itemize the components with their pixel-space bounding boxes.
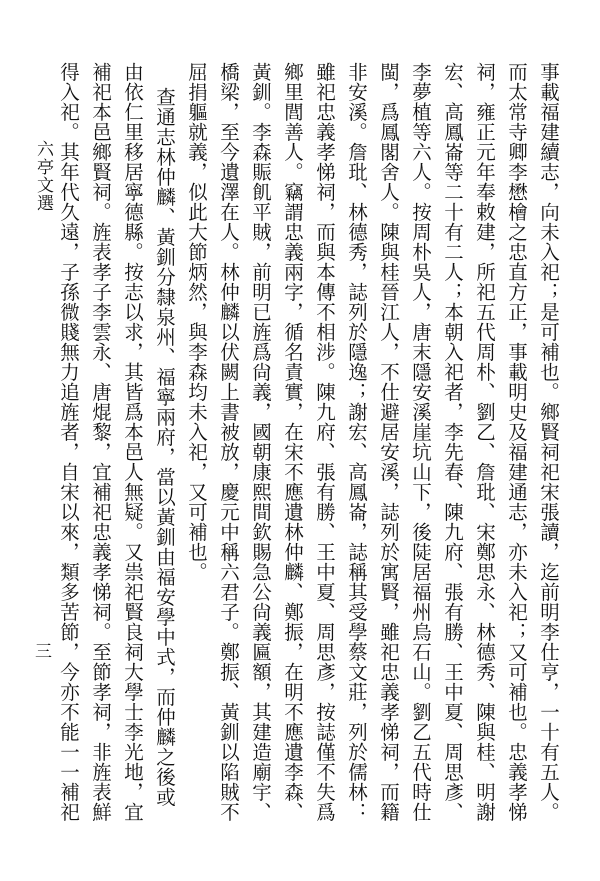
text-column: 黃釧。李森賑飢平賊，前明已旌爲尙義，國朝康熙間欽賜急公尙義匾額，其建造廟宇、 [249, 62, 272, 822]
text-column: 祠，雍正元年奉敕建，所祀五代周朴、劉乙、詹玭、宋鄭思永、林德秀、陳與桂、明謝 [473, 62, 496, 822]
text-column: 閩，爲鳳閣舍人。陳與桂晉江人，不仕避居安溪，誌列於寓賢，雖祀忠義孝悌祠，而籍 [377, 62, 400, 822]
text-column: 補祀本邑鄉賢祠。旌表孝子李雲永、唐焜黎，宜補祀忠義孝悌祠。至節孝祠，非旌表鮮 [89, 62, 112, 822]
text-column: 李夢植等六人。按周朴吳人，唐末隱安溪崖坑山下，後陡居福州烏石山。劉乙五代時仕 [409, 62, 432, 822]
text-column: 查通志林仲麟、黃釧分隸泉州、福寧兩府，當以黃釧由福安學中式，而仲麟之後或 [153, 87, 176, 807]
text-column: 事載福建續志，向未入祀；是可補也。鄉賢祠祀宋張讀，迄前明李仕亨，一十有五人。 [537, 62, 560, 822]
running-title: 六亭文選 [33, 140, 53, 212]
text-column: 屈捐軀就義，似此大節炳然，與李森均未入祀，又可補也。 [185, 62, 208, 582]
text-column: 鄉里閭善人。竊謂忠義兩字，循名責實，在宋不應遺林仲麟、鄭振，在明不應遺李森、 [281, 62, 304, 822]
text-column: 宏、高鳳崙等二十有二人；本朝入祀者，李先春、陳九府、張有勝、王中夏、周思彥、 [441, 62, 464, 822]
text-column: 橋梁，至今遺澤在人。林仲麟以伏闕上書被放，慶元中稱六君子。鄭振、黃釧以陷賊不 [217, 62, 240, 822]
text-column: 得入祀。其年代久遠，子孫微賤無力追旌者，自宋以來，類多苦節，今亦不能一一補祀 [57, 62, 80, 822]
page-number: 三 [31, 642, 51, 659]
text-column: 非安溪。詹玭、林德秀，誌列於隱逸；謝宏、高鳳崙，誌稱其受學蔡文莊，列於儒林： [345, 62, 368, 822]
text-column: 由依仁里移居寧德縣。按志以求，其皆爲本邑人無疑。又祟祀賢良祠大學士李光地，宜 [121, 62, 144, 822]
text-column: 雖祀忠義孝悌祠，而與本傳不相涉。陳九府、張有勝、王中夏、周思彥，按誌僅不失爲 [313, 62, 336, 822]
text-column: 而太常寺卿李懋檜之忠直方正，事載明史及福建通志，亦未入祀；又可補也。忠義孝悌 [505, 62, 528, 822]
